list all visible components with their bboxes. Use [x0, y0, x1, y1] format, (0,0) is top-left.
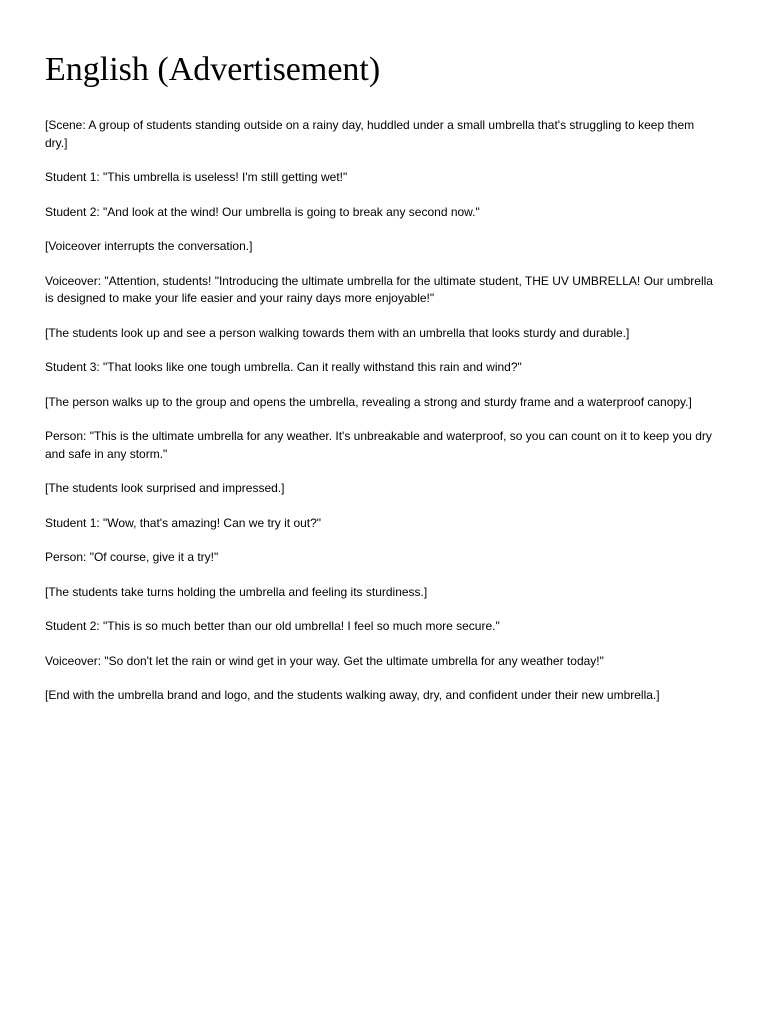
paragraph-student-3-line: Student 3: "That looks like one tough umbrella. Can it really withstand this rain and wind?" — [45, 360, 522, 374]
paragraph-voiceover-line: Voiceover: "Attention, students! "Introducing the ultimate umbrella for the ultimate student, THE UV UMBRELLA! Our umbrella is designed to make your life easier and your rainy days more enjoyable!" — [45, 273, 713, 305]
paragraph-person-line: Person: "Of course, give it a try!" — [45, 550, 219, 564]
paragraph-stage-direction: [Voiceover interrupts the conversation.] — [45, 239, 253, 253]
paragraph-voiceover-line: Voiceover: "So don't let the rain or wind get in your way. Get the ultimate umbrella for any weather today!" — [45, 653, 604, 668]
paragraph-student-2-line: Student 2: "And look at the wind! Our umbrella is going to break any second now." — [45, 204, 480, 219]
paragraph-student-1-line: Student 1: "This umbrella is useless! I'm still getting wet!" — [45, 170, 348, 184]
paragraph-scene: [Scene: A group of students standing outside on a rainy day, huddled under a small umbrella that's struggling to keep them dry.] — [45, 118, 695, 150]
paragraph-stage-direction: [The students look up and see a person walking towards them with an umbrella that looks sturdy and durable.] — [45, 325, 630, 340]
paragraph-stage-direction: [The person walks up to the group and opens the umbrella, revealing a strong and sturdy frame and a waterproof canopy.] — [45, 394, 692, 409]
paragraph-student-1-line: Student 1: "Wow, that's amazing! Can we try it out?" — [45, 515, 322, 530]
document-title: English (Advertisement) — [45, 51, 381, 88]
paragraph-stage-direction: [The students look surprised and impressed.] — [45, 481, 285, 495]
paragraph-stage-direction: [The students take turns holding the umbrella and feeling its sturdiness.] — [45, 584, 428, 599]
paragraph-closing-scene: [End with the umbrella brand and logo, and the students walking away, dry, and confident under their new umbrella.] — [45, 688, 660, 702]
document-body — [45, 117, 717, 722]
paragraph-person-line: Person: "This is the ultimate umbrella for any weather. It's unbreakable and waterproof, so you can count on it to keep you dry and safe in any storm." — [45, 429, 712, 461]
paragraph-student-2-line: Student 2: "This is so much better than our old umbrella! I feel so much more secure." — [45, 619, 500, 633]
